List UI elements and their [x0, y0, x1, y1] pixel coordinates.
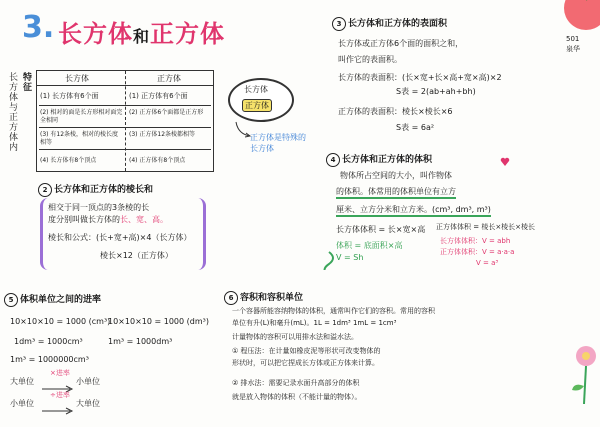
section4-line3: 厘米、立方分米和立方米。(cm³, dm³, m³): [336, 204, 491, 217]
page-title: [58, 14, 225, 49]
section2-line3: 棱长和公式：(长+宽+高)×4（长方体）: [48, 233, 192, 242]
section6-line2: 单位有升(L)和毫升(mL)。1L = 1dm³ 1mL = 1cm³: [232, 319, 397, 327]
section4-base-note1: 体积 = 底面积×高: [336, 241, 403, 250]
arrow-icon: [232, 120, 252, 144]
title-part-cube: 正方体: [150, 20, 226, 48]
section5-to-big: 大单位: [76, 399, 100, 408]
section5-row5: 1m³ = 1000000cm³: [10, 355, 89, 364]
table-row-line: [39, 149, 211, 150]
table-cell-r1c2: (1) 正方体有6个面: [129, 92, 188, 100]
corner-label-2: 泉华: [566, 45, 580, 53]
side-vertical-label: 长方体与正方体内: [7, 72, 17, 152]
table-header-cube: 正方体: [157, 74, 181, 83]
arrow-right-icon: [42, 400, 74, 419]
table-cell-r4c1: (4) 长方体有8个顶点: [40, 157, 97, 164]
table-row-line: [39, 127, 211, 128]
section3-line1: 长方体或正方体6个面的面积之和，: [338, 39, 464, 48]
section2-line2: [48, 214, 168, 225]
section6-heading: [224, 290, 303, 305]
section5-small-unit: 小单位: [10, 399, 34, 408]
oval-label-cuboid: 长方体: [244, 85, 268, 94]
section4-heading: [326, 152, 432, 167]
section5-row4: 1m³ = 1000dm³: [108, 337, 173, 346]
section6-line6: ② 排水法：需要记录水面升高部分的体积: [232, 379, 360, 387]
section2-heading: [38, 182, 153, 197]
section4-formula-right3: V = a³: [476, 259, 499, 267]
title-part-and: 和: [133, 27, 151, 46]
section3-line5: 正方体的表面积：棱长×棱长×6: [338, 107, 453, 116]
section4-heading-text: 长方体和正方体的体积: [342, 155, 433, 165]
section5-div: ÷进率: [50, 391, 70, 399]
table-cell-r1c1: (1) 长方体有6个面: [40, 92, 99, 100]
table-cell-r2c2: (2) 正方体6个面都是正方形: [129, 109, 204, 116]
table-row-line: [39, 105, 211, 106]
table-cell-r2c1: (2) 相对的面是长方形相对面完全相同: [40, 109, 123, 124]
table-cell-r3c1: (3) 有12条棱，相对的棱长度相等: [40, 131, 119, 146]
section6-line7: 就是放入物体的体积（不能计量的物体）。: [232, 393, 362, 401]
section3-line4: S表 = 2(ab+ah+bh): [396, 87, 476, 96]
section3-line6: S表 = 6a²: [396, 123, 435, 132]
section-number-icon: 3: [332, 17, 346, 31]
table-cell-r3c2: (3) 正方体12条棱都相等: [129, 131, 196, 138]
section3-heading-text: 长方体和正方体的表面积: [348, 19, 448, 29]
section2-line2-a: 度分别叫做长方体的: [48, 215, 120, 224]
section4-base-note2: V = Sh: [336, 253, 364, 262]
corner-label-1: 501: [566, 35, 580, 43]
section4-formula-right2: 正方体体积：V = a·a·a: [440, 248, 515, 256]
section5-row1: 10×10×10 = 1000 (cm³): [10, 317, 111, 326]
section5-row2: 10×10×10 = 1000 (dm³): [108, 317, 209, 326]
section3-heading: [332, 16, 447, 31]
features-label: 特征: [21, 72, 31, 92]
section4-formula-right1: 长方体体积：V = abh: [440, 237, 511, 245]
section6-line3: 计量物体的容积可以用排水法和溢水法。: [232, 333, 358, 341]
section2-line4: 棱长×12（正方体）: [100, 251, 173, 260]
section4-line1: 物体所占空间的大小，叫作物体: [340, 171, 452, 180]
features-table: [36, 70, 214, 172]
section5-to-small: 小单位: [76, 377, 100, 386]
table-cell-r4c2: (4) 正方体有8个顶点: [129, 157, 186, 164]
section3-line3: 长方体的表面积：(长×宽+长×高+宽×高)×2: [338, 73, 502, 82]
section4-line2: 的体积。体常用的体积单位有立方: [336, 186, 456, 199]
title-number: 3.: [22, 10, 55, 45]
section5-heading: [4, 292, 101, 307]
section-number-icon: 4: [326, 153, 340, 167]
table-header-cuboid: 长方体: [65, 74, 89, 83]
section4-formula-left1: 长方体体积 = 长×宽×高: [336, 225, 426, 234]
flower-decoration: [566, 336, 600, 410]
section6-line5: 形状时，可以把它捏成长方体或正方体来计算。: [232, 359, 379, 367]
heart-icon: [500, 152, 510, 171]
section6-line1: 一个容器所能容纳物体的体积，通常叫作它们的容积。常用的容积: [232, 307, 435, 315]
section2-heading-text: 长方体和正方体的棱长和: [54, 185, 154, 195]
section5-big-unit: 大单位: [10, 377, 34, 386]
special-note-line1: 正方体是特殊的: [250, 133, 306, 142]
title-part-cuboid: 长方体: [58, 20, 133, 48]
section-number-icon: 2: [38, 183, 52, 197]
section2-line1: 相交于同一顶点的3条棱的长: [48, 203, 150, 212]
table-header-line: [37, 85, 213, 86]
table-divider: [125, 71, 126, 171]
section5-mult: ×进率: [50, 369, 70, 377]
cuboid-cube-oval: [228, 78, 294, 122]
section4-formula-left2: 正方体体积 = 棱长×棱长×棱长: [436, 223, 536, 231]
oval-label-cube: 正方体: [242, 99, 272, 112]
section5-row3: 1dm³ = 1000cm³: [14, 337, 83, 346]
swirl-decoration: [320, 250, 338, 274]
section-number-icon: 6: [224, 291, 238, 305]
section5-heading-text: 体积单位之间的进率: [20, 295, 102, 305]
section2-line2-b: 长、宽、高。: [120, 215, 168, 224]
section-number-icon: 5: [4, 293, 18, 307]
section6-line4: ① 程压法：在计量如橡皮泥等形状可改变物体的: [232, 347, 381, 355]
section3-line2: 叫作它的表面积。: [338, 55, 402, 64]
special-note-line2: 长方体: [250, 144, 274, 153]
section6-heading-text: 容积和容积单位: [240, 293, 304, 303]
